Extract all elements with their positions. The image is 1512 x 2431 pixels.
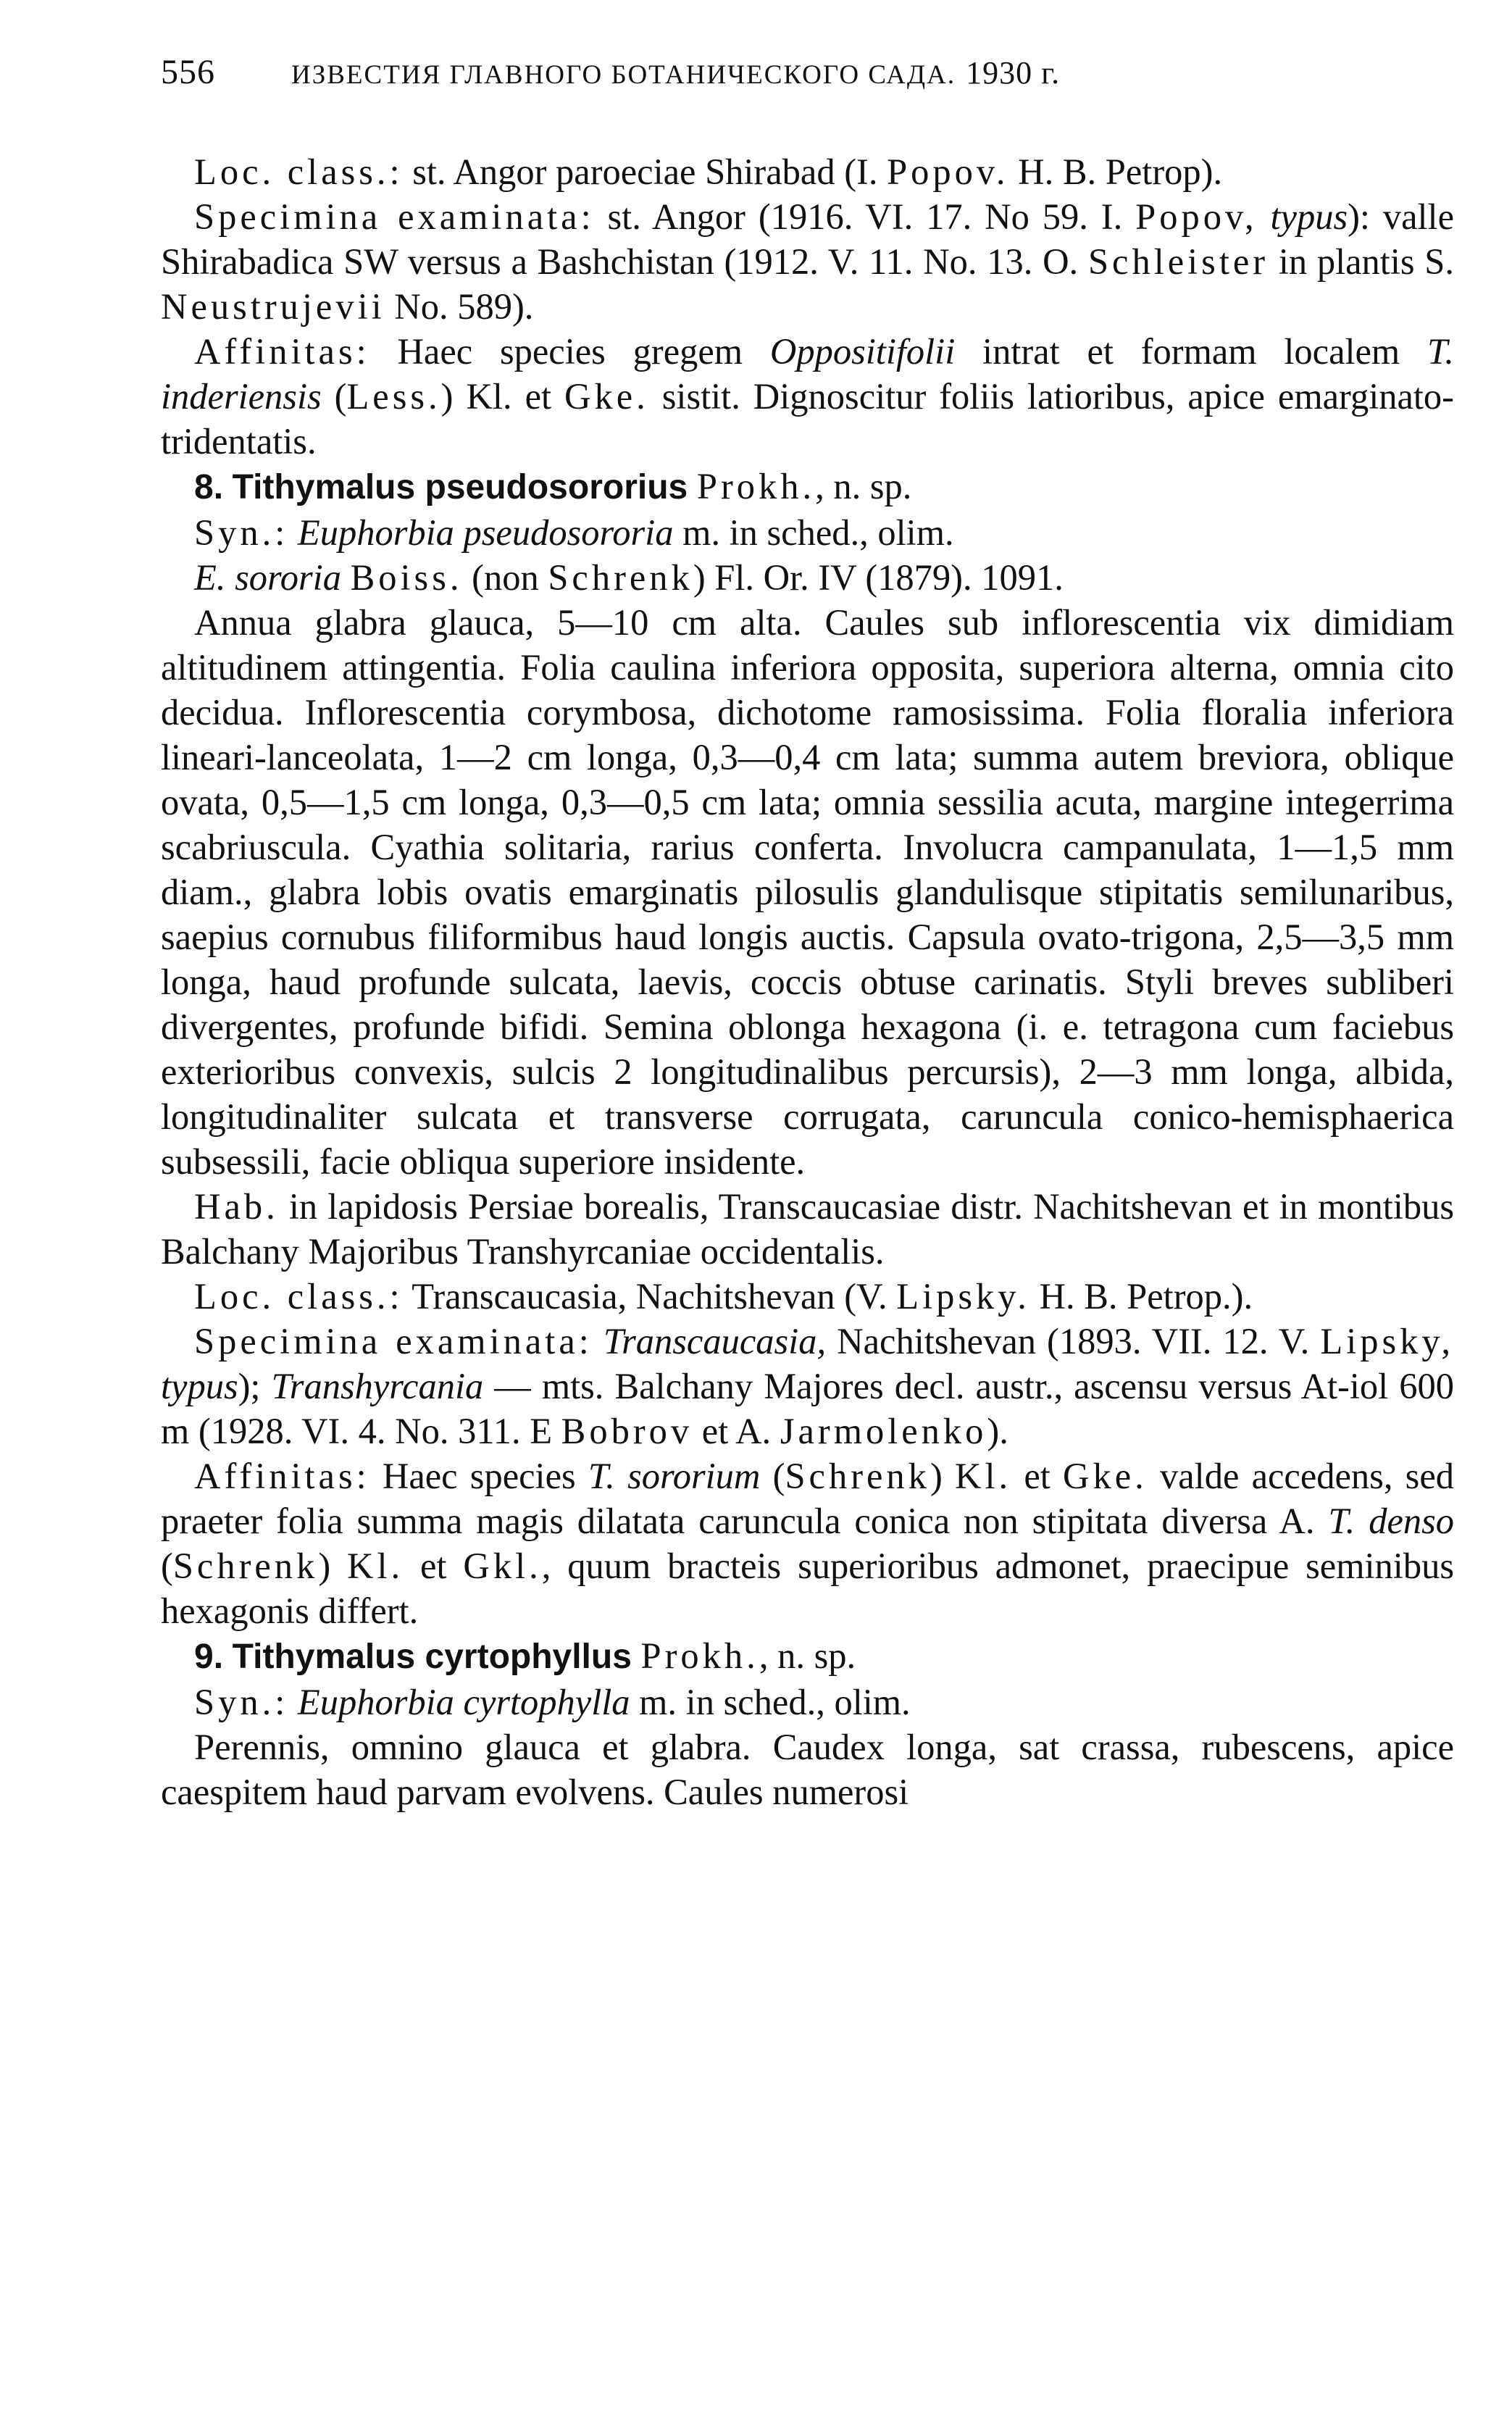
page-number: 556 (161, 53, 215, 91)
species-heading-8: 8. Tithymalus pseudosororius Prokh., n. sp. (194, 466, 912, 506)
affinitas-8: Affinitas: Haec species T. sororium (Schrenk) Kl. et Gke. valde accedens, sed praeter folia summa magis dilatata caruncula conica non stipitata diversa A. T. denso (Schrenk) Kl. et Gkl., quum bracteis superioribus admonet, praecipue seminibus hexagonis differt. (161, 1456, 1455, 1631)
species-heading-9: 9. Tithymalus cyrtophyllus Prokh., n. sp. (194, 1635, 856, 1676)
journal-year: 1930 г. (966, 55, 1061, 91)
specimina-8: Specimina examinata: Transcaucasia, Nachitshevan (1893. VII. 12. V. Lipsky, typus); Transhyrcania — mts. Balchany Majores decl. austr., ascensu versus At-iol 600 m (1928. VI. 4. No. 311. E Bobrov et A. Jarmolenko). (161, 1321, 1454, 1451)
description-9: Perennis, omnino glauca et glabra. Caudex longa, sat crassa, rubescens, apice caespitem haud parvam evolvens. Caules numerosi (161, 1727, 1454, 1812)
synonym-9: Syn.: Euphorbia cyrtophylla m. in sched., olim. (194, 1682, 911, 1722)
synonym-8b: E. sororia Boiss. (non Schrenk) Fl. Or. IV (1879). 1091. (194, 557, 1064, 598)
journal-title: ИЗВЕСТИЯ ГЛАВНОГО БОТАНИЧЕСКОГО САДА. (291, 60, 956, 90)
habitat-8: Hab. in lapidosis Persiae borealis, Transcaucasiae distr. Nachitshevan et in montibus Balchany Majoribus Transhyrcaniae occidentalis. (161, 1186, 1454, 1272)
paragraph-loc-class-1: Loc. class.: st. Angor paroeciae Shirabad (I. Popov. H. B. Petrop). (194, 151, 1223, 192)
document-page (161, 52, 1454, 1814)
description-8: Annua glabra glauca, 5—10 cm alta. Caules sub inflorescentia vix dimidiam altitudinem attingentia. Folia caulina inferiora opposita, superiora alterna, omnia cito decidua. Inflorescentia corymbosa, dichotome ramosissima. Folia floralia inferiora lineari-lanceolata, 1—2 cm longa, 0,3—0,4 cm lata; summa autem breviora, oblique ovata, 0,5—1,5 cm longa, 0,3—0,5 cm lata; omnia sessilia acuta, margine integerrima scabriuscula. Cyathia solitaria, rarius conferta. Involucra campanulata, 1—1,5 mm diam., glabra lobis ovatis emarginatis pilosulis glandulisque stipitatis semilunaribus, saepius cornubus filiformibus haud longis auctis. Capsula ovato-trigona, 2,5—3,5 mm longa, haud profunde sulcata, laevis, coccis obtuse carinatis. Styli breves subliberi divergentes, profunde bifidi. Semina oblonga hexagona (i. e. tetragona cum faciebus exterioribus convexis, sulcis 2 longitudinalibus percursis), 2—3 mm longa, albida, longitudinaliter sulcata et transverse corrugata, caruncula conico-hemisphaerica subsessili, facie obliqua superiore insidente. (161, 602, 1454, 1182)
paragraph-affinitas-1: Affinitas: Haec species gregem Oppositifolii intrat et formam localem T. inderiensis (Less.) Kl. et Gke. sistit. Dignoscitur foliis latioribus, apice emarginato-tridentatis. (161, 331, 1455, 462)
main-text (161, 149, 1454, 1814)
running-header (161, 52, 1454, 104)
paragraph-specimina-1: Specimina examinata: st. Angor (1916. VI. 17. No 59. I. Popov, typus): valle Shirabadica SW versus a Bashchistan (1912. V. 11. No. 13. O. Schleister in plantis S. Neustrujevii No. 589). (161, 196, 1454, 327)
synonym-8a: Syn.: Euphorbia pseudosororia m. in sched., olim. (194, 512, 954, 553)
loc-class-8: Loc. class.: Transcaucasia, Nachitshevan (V. Lipsky. H. B. Petrop.). (194, 1276, 1253, 1317)
